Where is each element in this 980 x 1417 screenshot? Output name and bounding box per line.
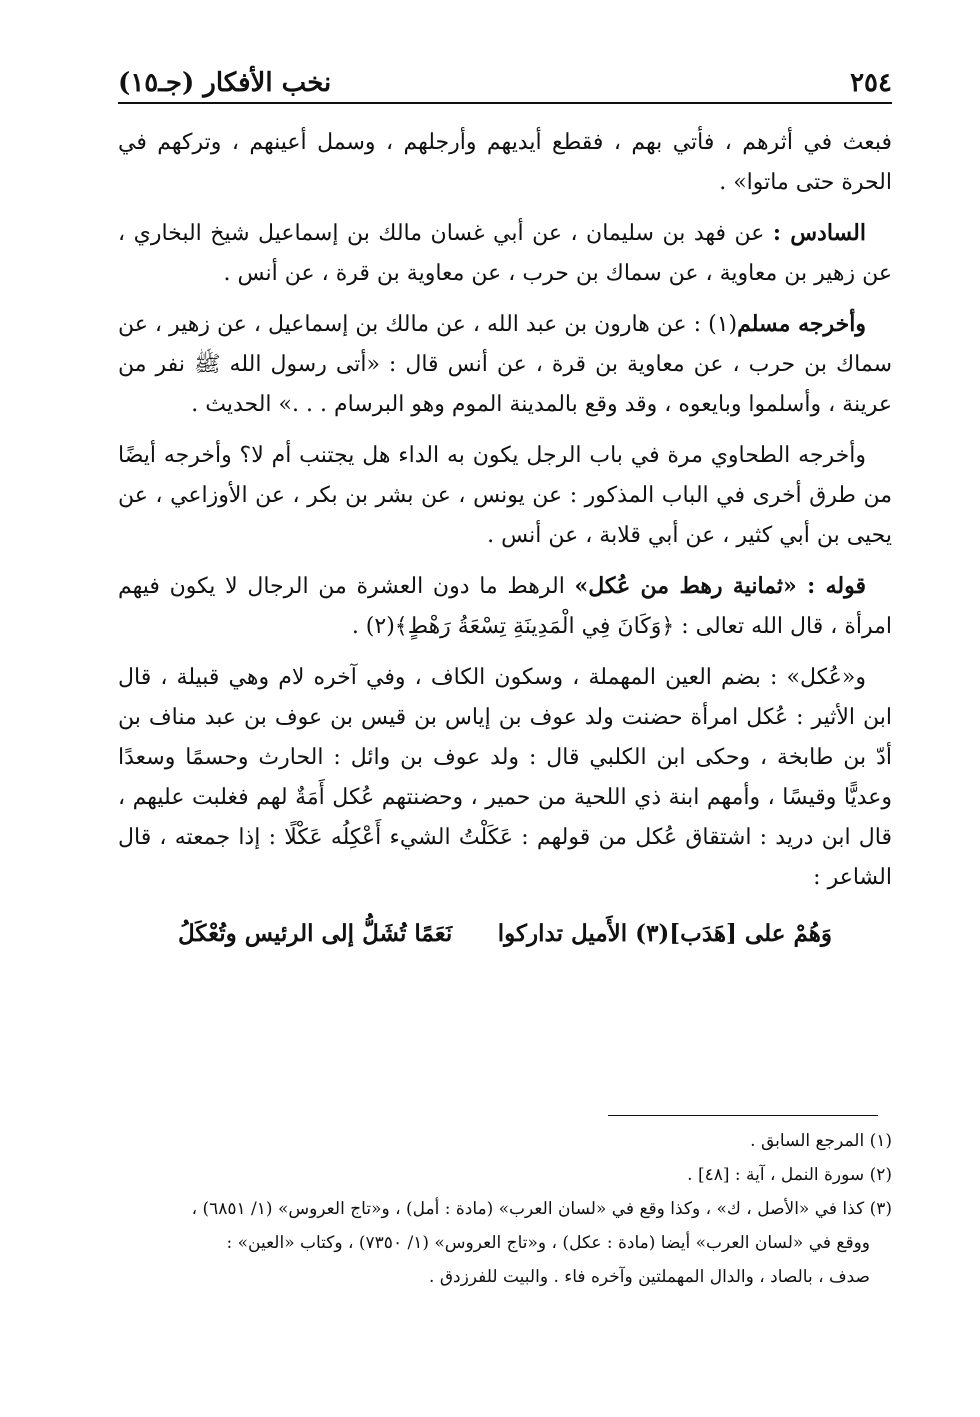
paragraph bbox=[118, 566, 892, 647]
poetry-verse bbox=[118, 914, 892, 954]
footnote-divider bbox=[608, 1115, 878, 1116]
main-text bbox=[118, 122, 892, 954]
paragraph-lead: وأخرجه مسلم bbox=[737, 311, 867, 337]
paragraph bbox=[118, 657, 892, 898]
footnote: (٢) سورة النمل ، آية : [٤٨] . bbox=[687, 1165, 892, 1185]
paragraph bbox=[118, 213, 892, 294]
verse-first-hemistich: وَهُمْ على [هَدَب](٣) الأَميل تداركوا bbox=[497, 920, 832, 947]
footnote-continuation: صدف ، بالصاد ، والدال المهملتين وآخره فاء . والبيت للفرزدق . bbox=[429, 1267, 870, 1287]
footnote: (٣) كذا في «الأصل ، ك» ، وكذا وقع في «لسان العرب» (مادة : أمل) ، و«تاج العروس» (١/ ٦٨٥١) ، bbox=[191, 1199, 892, 1219]
running-header bbox=[118, 58, 892, 100]
paragraph-text: وأخرجه الطحاوي مرة في باب الرجل يكون به الداء هل يجتنب أم لا؟ وأخرجه أيضًا من طرق أخرى في الباب المذكور : عن يونس ، عن بشر بن بكر ، عن الأوزاعي ، عن يحيى بن أبي كثير ، عن أبي قلابة ، عن أنس . bbox=[118, 443, 892, 548]
book-title: نخب الأفكار (جـ١٥) bbox=[118, 68, 332, 98]
paragraph bbox=[118, 122, 892, 203]
footnote-continuation: ووقع في «لسان العرب» أيضا (مادة : عكل) ، و«تاج العروس» (١/ ٧٣٥٠) ، وكتاب «العين» : bbox=[226, 1233, 870, 1253]
paragraph-lead: السادس : bbox=[772, 220, 867, 246]
paragraph-text: فبعث في أثرهم ، فأتي بهم ، فقطع أيديهم وأرجلهم ، وسمل أعينهم ، وتركهم في الحرة حتى ماتوا» . bbox=[118, 130, 892, 195]
paragraph bbox=[118, 304, 892, 425]
paragraph-text: و«عُكل» : بضم العين المهملة ، وسكون الكاف ، وفي آخره لام وهي قبيلة ، قال ابن الأثير : عُكل امرأة حضنت ولد عوف بن إياس بن قيس بن عوف بن عبد مناف بن أدّ بن طابخة ، وحكى ابن الكلبي قال : ولد عوف بن وائل : الحارث وحسمًا وسعدًا وعديًّا وقيسًا ، وأمهم ابنة ذي اللحية من حمير ، وحضنتهم عُكل أَمَةٌ لهم فغلبت عليهم ، قال ابن دريد : اشتقاق عُكل من قولهم : عَكَلْتُ الشيء أَعْكِلُه عَكْلًا : إذا جمعته ، قال الشاعر : bbox=[118, 665, 892, 890]
footnote: (١) المرجع السابق . bbox=[750, 1131, 892, 1151]
page-number: ٢٥٤ bbox=[850, 68, 892, 98]
paragraph-lead: قوله : «ثمانية رهط من عُكل» bbox=[574, 573, 866, 599]
header-divider bbox=[118, 102, 892, 104]
paragraph-text: (١) : عن هارون بن عبد الله ، عن مالك بن إسماعيل ، عن زهير ، عن سماك بن حرب ، عن معاوية بن قرة ، عن أنس قال : «أتى رسول الله ﷺ نفر من عرينة ، وأسلموا وبايعوه ، وقد وقع بالمدينة الموم وهو البرسام . . .» الحديث . bbox=[118, 312, 892, 417]
paragraph bbox=[118, 435, 892, 556]
paragraph-text: عن فهد بن سليمان ، عن أبي غسان مالك بن إسماعيل شيخ البخاري ، عن زهير بن معاوية ، عن سماك بن حرب ، عن معاوية بن قرة ، عن أنس . bbox=[118, 221, 892, 286]
footnotes bbox=[118, 1124, 892, 1294]
paragraph-text: الرهط ما دون العشرة من الرجال لا يكون فيهم امرأة ، قال الله تعالى : ﴿وَكَانَ فِي الْمَدِينَةِ تِسْعَةُ رَهْطٍ﴾(٢) . bbox=[118, 574, 892, 639]
verse-second-hemistich: نَعَمًا تُشَلُّ إلى الرئيس وتُعْكَلُ bbox=[178, 920, 453, 947]
